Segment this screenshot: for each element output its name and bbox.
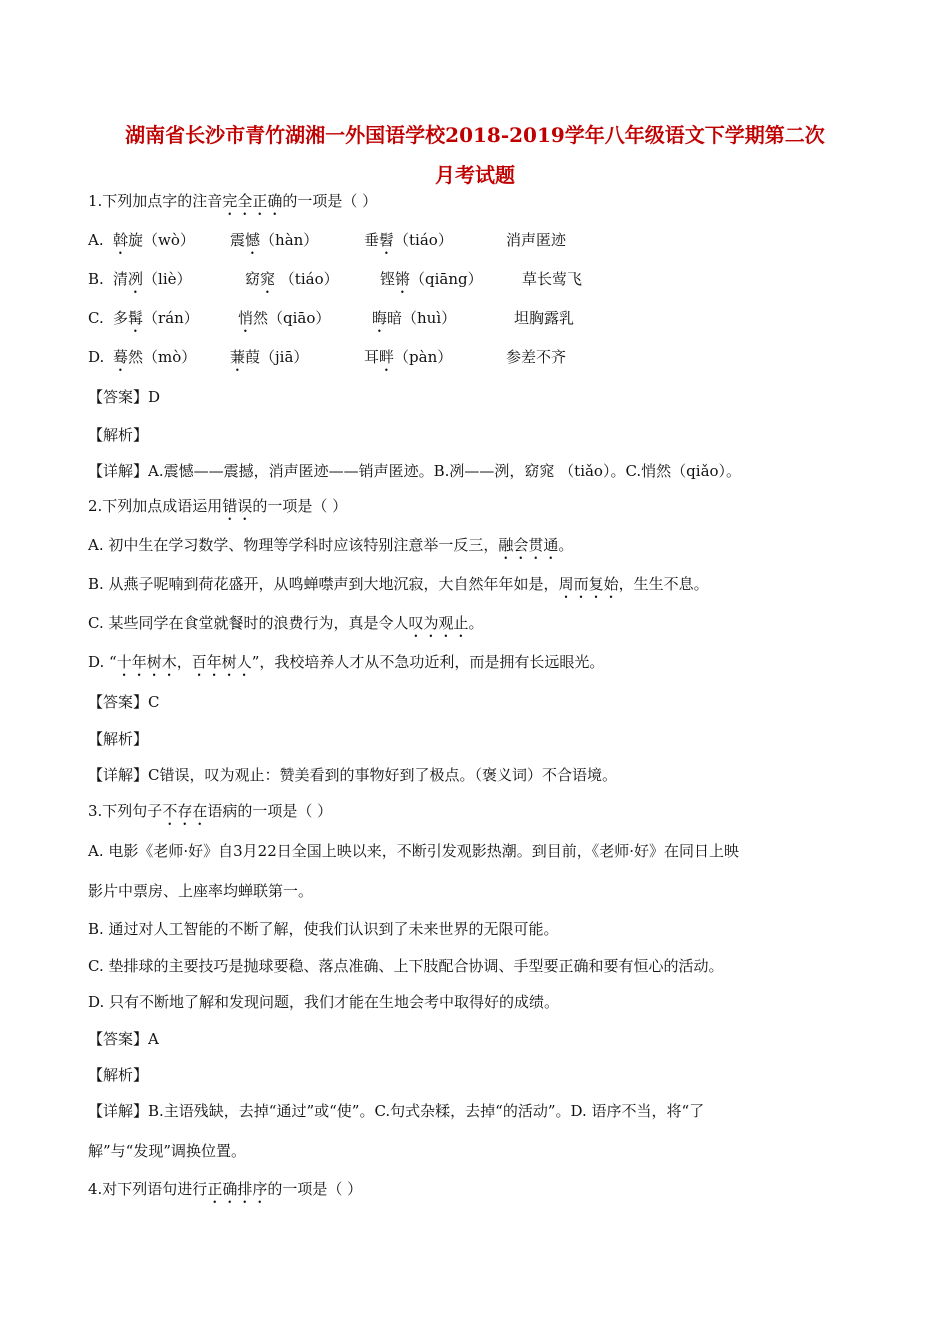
q1-c-word2 <box>238 307 330 336</box>
word-text: 多 <box>113 309 129 327</box>
q3-option-b: B. 通过对人工智能的不断了解，使我们认识到了未来世界的无限可能。 <box>88 920 559 938</box>
q1-c-word3 <box>372 307 456 336</box>
q3-answer: 【答案】A <box>88 1030 159 1048</box>
q1-c-word4: 坦胸露乳 <box>514 309 575 327</box>
q2-stem-emphasis: 错误 <box>222 497 253 515</box>
emphasis-char: 畔 <box>379 348 395 366</box>
q3-stem <box>88 800 878 829</box>
q4-stem-emphasis: 正确排序 <box>207 1180 268 1198</box>
q3-option-a-line1: A. 电影《老师·好》自3月22日全国上映以来，不断引发观影热潮。到目前，《老师·好》在同日上映 <box>88 842 740 860</box>
word-text: 清 <box>113 270 129 288</box>
q2-answer: 【答案】C <box>88 693 160 711</box>
q1-d-word4: 参差不齐 <box>506 348 567 366</box>
word-text: 葭（jiā） <box>245 348 309 366</box>
q2-stem-text: 2.下列加点成语运用 <box>88 497 223 515</box>
q1-stem-emphasis: 完全正确 <box>222 192 283 210</box>
q1-analysis-label: 【解析】 <box>88 426 149 444</box>
q3-stem-text: 3.下列句子 <box>88 802 163 820</box>
option-idiom: 周而复始 <box>558 575 619 593</box>
option-text: ，生生不息。 <box>618 575 709 593</box>
q4-stem-text: 4.对下列语句进行 <box>88 1180 208 1198</box>
document-title-line1: 湖南省长沙市青竹湖湘一外国语学校2018-2019学年八年级语文下学期第二次 <box>125 123 825 147</box>
q4-stem <box>88 1178 878 1207</box>
q1-d-word2 <box>230 346 308 375</box>
q2-option-b <box>88 573 878 602</box>
word-text: （rán） <box>143 309 199 327</box>
q1-d-word1 <box>113 346 196 375</box>
q1-c-word1 <box>113 307 199 336</box>
q3-detail-line2: 解”与“发现”调换位置。 <box>88 1142 247 1160</box>
q2-analysis-label: 【解析】 <box>88 730 149 748</box>
q2-detail: 【详解】C错误，叹为观止：赞美看到的事物好到了极点。（褒义词）不合语境。 <box>88 766 617 784</box>
q1-b-word2 <box>245 268 339 297</box>
emphasis-char: 髫 <box>379 231 395 249</box>
option-idiom: 叹为观止 <box>408 614 469 632</box>
q1-b-word3 <box>380 268 483 297</box>
q1-detail: 【详解】A.震憾——震撼，消声匿迹——销声匿迹。B.冽——洌，窈窕 （tiǎo）。C.悄然（qiǎo）。 <box>88 462 742 480</box>
q1-a-word3 <box>364 229 453 258</box>
emphasis-char: 晦 <box>372 309 388 327</box>
word-text: 窈 <box>245 270 261 288</box>
q4-stem-tail: 的一项是（ ） <box>267 1180 363 1198</box>
option-text: B. 从燕子呢喃到荷花盛开，从鸣蝉噤声到大地沉寂，大自然年年如是， <box>88 575 559 593</box>
q2-option-d <box>88 651 878 680</box>
option-text: 。 <box>468 614 484 632</box>
word-text: （pàn） <box>394 348 453 366</box>
word-text: （hàn） <box>260 231 319 249</box>
option-letter: A. <box>88 231 104 249</box>
option-text: ”，我校培养人才从不急功近利，而是拥有长远眼光。 <box>251 653 605 671</box>
word-text: 然（mò） <box>128 348 197 366</box>
q3-analysis-label: 【解析】 <box>88 1066 149 1084</box>
q1-stem <box>88 190 878 219</box>
emphasis-char: 窕 <box>260 270 276 288</box>
option-text: 。 <box>558 536 574 554</box>
word-text: 旋（wò） <box>128 231 195 249</box>
q1-d-word3 <box>364 346 452 375</box>
q1-a-word1 <box>113 229 195 258</box>
q1-a-word4: 消声匿迹 <box>506 231 567 249</box>
option-idiom: 融会贯通 <box>498 536 559 554</box>
q3-stem-emphasis: 不存在 <box>162 802 208 820</box>
option-idiom: 十年树木，百年树人 <box>116 653 252 671</box>
word-text: （tiáo） <box>394 231 453 249</box>
q1-a-word2 <box>230 229 318 258</box>
word-text: 然（qiāo） <box>253 309 331 327</box>
q2-option-a <box>88 534 878 563</box>
emphasis-char: 髯 <box>128 309 144 327</box>
q2-option-c <box>88 612 878 641</box>
q1-answer: 【答案】D <box>88 388 161 406</box>
option-text: C. 某些同学在食堂就餐时的浪费行为，真是令人 <box>88 614 409 632</box>
option-letter: C. <box>88 309 104 327</box>
q2-stem-tail: 的一项是（ ） <box>252 497 348 515</box>
emphasis-char: 斡 <box>113 231 129 249</box>
word-text: （liè） <box>143 270 192 288</box>
emphasis-char: 憾 <box>245 231 261 249</box>
q3-option-a-line2: 影片中票房、上座率均蝉联第一。 <box>88 882 314 900</box>
q1-stem-text: 1.下列加点字的注音 <box>88 192 223 210</box>
q2-stem <box>88 495 878 524</box>
emphasis-char: 冽 <box>128 270 144 288</box>
option-text: D. “ <box>88 653 117 671</box>
emphasis-char: 锵 <box>395 270 411 288</box>
q3-detail-line1: 【详解】B.主语残缺，去掉“通过”或“使”。C.句式杂糅，去掉“的活动”。D. 语序不当，将“了 <box>88 1102 705 1120</box>
word-text: 暗（huì） <box>387 309 457 327</box>
emphasis-char: 蓦 <box>113 348 129 366</box>
word-text: 耳 <box>364 348 380 366</box>
q1-stem-tail: 的一项是（ ） <box>282 192 378 210</box>
word-text: （tiáo） <box>275 270 339 288</box>
word-text: 垂 <box>364 231 380 249</box>
word-text: 震 <box>230 231 246 249</box>
q3-option-c: C. 垫排球的主要技巧是抛球要稳、落点准确、上下肢配合协调、手型要正确和要有恒心的活动。 <box>88 957 724 975</box>
q3-option-d: D. 只有不断地了解和发现问题，我们才能在生地会考中取得好的成绩。 <box>88 993 560 1011</box>
option-letter: B. <box>88 270 104 288</box>
q1-b-word4: 草长莺飞 <box>522 270 583 288</box>
q1-b-word1 <box>113 268 192 297</box>
word-text: 铿 <box>380 270 396 288</box>
word-text: （qiāng） <box>410 270 483 288</box>
option-text: A. 初中生在学习数学、物理等学科时应该特别注意举一反三， <box>88 536 499 554</box>
option-letter: D. <box>88 348 105 366</box>
emphasis-char: 蒹 <box>230 348 246 366</box>
emphasis-char: 悄 <box>238 309 254 327</box>
document-title-line2: 月考试题 <box>435 163 515 187</box>
q3-stem-tail: 语病的一项是（ ） <box>207 802 333 820</box>
